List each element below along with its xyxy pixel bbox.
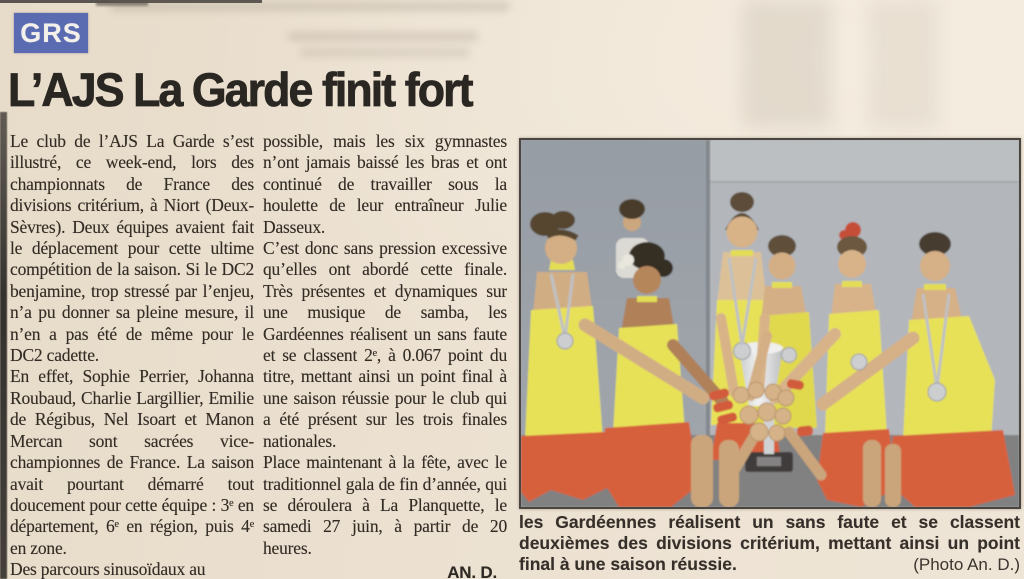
paragraph: Des parcours sinusoïdaux au xyxy=(10,559,206,579)
article-column-2 xyxy=(263,131,507,579)
team-photo-illustration xyxy=(521,140,1019,507)
section-badge: GRS xyxy=(14,13,88,53)
paragraph: Le club de l’AJS La Garde s’est illustré, ce week-end, lors des championnats de France des divisions critérium, à Niort (Deux-Sèvres). Deux équipes avaient fait le déplacement pour cette ultime compétition de la saison. Si le DC2 benjamine, trop stressé par l’enjeu, n’a pu donner sa pleine mesure, il n’en a pas été de même pour le DC2 cadette. xyxy=(10,131,254,366)
team-photo xyxy=(519,138,1021,509)
photo-caption xyxy=(519,512,1020,576)
paper-shadow xyxy=(742,0,832,128)
article-column-1 xyxy=(10,131,254,579)
headline: L’AJS La Garde finit fort xyxy=(8,63,472,116)
ink-bleedthrough xyxy=(288,32,478,41)
ink-bleedthrough xyxy=(300,48,470,57)
paragraph: Place maintenant à la fête, avec le traditionnel gala de fin d’année, qui se déroulera à La Planquette, le samedi 27 juin, à partir de 20 heures. xyxy=(263,452,507,558)
paragraph: possible, mais les six gymnastes n’ont jamais baissé les bras et ont continué de travailler sous la houlette de leur entraîneur Julie Dasseux. xyxy=(263,131,507,237)
byline: AN. D. xyxy=(447,563,497,579)
ink-bleedthrough xyxy=(110,2,510,11)
paragraph: En effet, Sophie Perrier, Johanna Roubaud, Charlie Largillier, Emilie de Régibus, Nel Isoart et Manon Mercan sont sacrées vice-championnes de France. La saison avait pourtant démarré tout doucement pour cette équipe : 3ᵉ en département, 6ᵉ en région, puis 4ᵉ en zone. xyxy=(10,366,254,558)
scan-edge-left xyxy=(0,112,7,579)
photo-credit: (Photo An. D.) xyxy=(913,555,1020,574)
paper-shadow xyxy=(868,0,938,128)
newsprint-overlay xyxy=(521,140,1019,507)
paragraph: C’est donc sans pression excessive qu’elles ont abordé cette finale. Très présentes et dynamiques sur une musique de samba, les Gardéennes réalisent un sans faute et se classent 2ᵉ, à 0.067 point du titre, mettant ainsi un point final à une saison réussie pour le club qui a été présent sur les trois finales nationales. xyxy=(263,238,507,451)
caption-text: les Gardéennes réalisent un sans faute et se classent deuxièmes des divisions critérium, mettant ainsi un point final à une saison réussie. xyxy=(519,512,1020,574)
